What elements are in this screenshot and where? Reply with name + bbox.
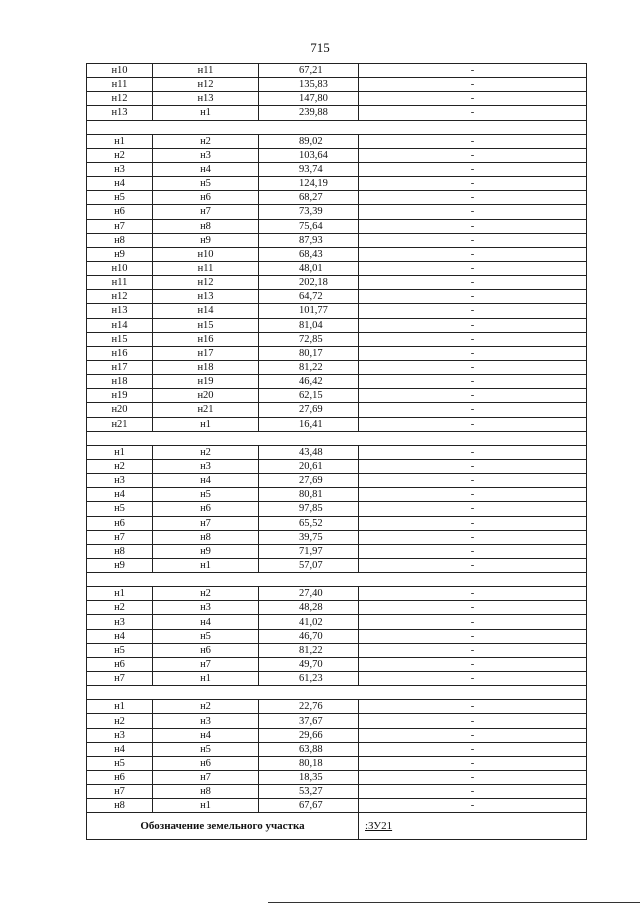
point-from-cell: н4 [87, 742, 153, 756]
point-to-cell: н7 [153, 516, 259, 530]
distance-cell: 93,74 [259, 162, 359, 176]
table-row [87, 205, 587, 219]
point-to-cell: н1 [153, 417, 259, 431]
description-cell: - [359, 318, 587, 332]
point-from-cell: н5 [87, 502, 153, 516]
separator-cell [87, 573, 587, 587]
parcel-designation-label: Обозначение земельного участка [87, 813, 359, 840]
distance-cell: 80,18 [259, 756, 359, 770]
point-from-cell: н2 [87, 459, 153, 473]
point-from-cell: н8 [87, 799, 153, 813]
distance-cell: 135,83 [259, 78, 359, 92]
description-cell: - [359, 290, 587, 304]
description-cell: - [359, 756, 587, 770]
point-to-cell: н13 [153, 290, 259, 304]
table-row [87, 375, 587, 389]
point-from-cell: н4 [87, 629, 153, 643]
distance-cell: 18,35 [259, 771, 359, 785]
point-from-cell: н3 [87, 162, 153, 176]
point-from-cell: н2 [87, 601, 153, 615]
description-cell: - [359, 276, 587, 290]
point-to-cell: н1 [153, 799, 259, 813]
distance-cell: 67,21 [259, 64, 359, 78]
point-to-cell: н1 [153, 106, 259, 120]
table-row [87, 502, 587, 516]
description-cell: - [359, 643, 587, 657]
table-row [87, 672, 587, 686]
description-cell: - [359, 601, 587, 615]
separator-cell [87, 686, 587, 700]
description-cell: - [359, 261, 587, 275]
point-from-cell: н19 [87, 389, 153, 403]
group-separator-row [87, 686, 587, 700]
point-to-cell: н11 [153, 261, 259, 275]
point-to-cell: н10 [153, 247, 259, 261]
distance-cell: 27,69 [259, 403, 359, 417]
point-from-cell: н17 [87, 360, 153, 374]
distance-cell: 97,85 [259, 502, 359, 516]
point-to-cell: н15 [153, 318, 259, 332]
distance-cell: 87,93 [259, 233, 359, 247]
point-to-cell: н12 [153, 78, 259, 92]
table-row [87, 318, 587, 332]
point-from-cell: н1 [87, 445, 153, 459]
point-from-cell: н20 [87, 403, 153, 417]
table-row [87, 417, 587, 431]
description-cell: - [359, 672, 587, 686]
table-row [87, 106, 587, 120]
description-cell: - [359, 191, 587, 205]
point-to-cell: н8 [153, 530, 259, 544]
table-row [87, 728, 587, 742]
point-from-cell: н1 [87, 587, 153, 601]
table-row [87, 332, 587, 346]
description-cell: - [359, 233, 587, 247]
table-row [87, 544, 587, 558]
table-row [87, 64, 587, 78]
point-from-cell: н21 [87, 417, 153, 431]
distance-cell: 46,42 [259, 375, 359, 389]
description-cell: - [359, 162, 587, 176]
point-from-cell: н13 [87, 304, 153, 318]
distance-cell: 147,80 [259, 92, 359, 106]
table-row [87, 276, 587, 290]
point-from-cell: н18 [87, 375, 153, 389]
point-from-cell: н12 [87, 92, 153, 106]
description-cell: - [359, 304, 587, 318]
point-from-cell: н6 [87, 516, 153, 530]
description-cell: - [359, 360, 587, 374]
description-cell: - [359, 64, 587, 78]
distance-cell: 67,67 [259, 799, 359, 813]
parcel-designation-value: :ЗУ21 [359, 813, 587, 840]
table-row [87, 587, 587, 601]
point-to-cell: н17 [153, 346, 259, 360]
point-to-cell: н9 [153, 233, 259, 247]
point-from-cell: н1 [87, 134, 153, 148]
point-to-cell: н2 [153, 445, 259, 459]
table-row [87, 148, 587, 162]
distance-cell: 101,77 [259, 304, 359, 318]
point-to-cell: н1 [153, 672, 259, 686]
table-row [87, 177, 587, 191]
point-to-cell: н3 [153, 714, 259, 728]
table-row [87, 191, 587, 205]
distance-cell: 61,23 [259, 672, 359, 686]
footer-row [87, 813, 587, 840]
table-row [87, 474, 587, 488]
point-to-cell: н11 [153, 64, 259, 78]
distance-cell: 65,52 [259, 516, 359, 530]
table-row [87, 459, 587, 473]
group-separator-row [87, 120, 587, 134]
distance-cell: 29,66 [259, 728, 359, 742]
table-row [87, 403, 587, 417]
table-row [87, 445, 587, 459]
table-row [87, 530, 587, 544]
distance-cell: 202,18 [259, 276, 359, 290]
description-cell: - [359, 417, 587, 431]
point-to-cell: н4 [153, 474, 259, 488]
table-row [87, 516, 587, 530]
table-row [87, 219, 587, 233]
point-to-cell: н18 [153, 360, 259, 374]
table-row [87, 714, 587, 728]
point-to-cell: н1 [153, 558, 259, 572]
table-body [87, 64, 587, 813]
distance-cell: 27,40 [259, 587, 359, 601]
point-from-cell: н9 [87, 558, 153, 572]
description-cell: - [359, 771, 587, 785]
table-row [87, 657, 587, 671]
point-to-cell: н5 [153, 742, 259, 756]
distance-cell: 16,41 [259, 417, 359, 431]
table-row [87, 742, 587, 756]
point-to-cell: н7 [153, 657, 259, 671]
point-from-cell: н7 [87, 219, 153, 233]
point-to-cell: н6 [153, 502, 259, 516]
description-cell: - [359, 799, 587, 813]
description-cell: - [359, 587, 587, 601]
point-from-cell: н3 [87, 474, 153, 488]
point-to-cell: н12 [153, 276, 259, 290]
point-from-cell: н11 [87, 276, 153, 290]
distance-cell: 62,15 [259, 389, 359, 403]
point-to-cell: н3 [153, 459, 259, 473]
distance-cell: 68,43 [259, 247, 359, 261]
point-to-cell: н14 [153, 304, 259, 318]
point-to-cell: н3 [153, 148, 259, 162]
distance-cell: 22,76 [259, 700, 359, 714]
distance-cell: 80,17 [259, 346, 359, 360]
point-to-cell: н8 [153, 219, 259, 233]
point-to-cell: н3 [153, 601, 259, 615]
description-cell: - [359, 516, 587, 530]
description-cell: - [359, 148, 587, 162]
point-from-cell: н6 [87, 205, 153, 219]
table-row [87, 643, 587, 657]
description-cell: - [359, 134, 587, 148]
table-row [87, 785, 587, 799]
point-to-cell: н7 [153, 771, 259, 785]
distance-cell: 103,64 [259, 148, 359, 162]
point-from-cell: н4 [87, 488, 153, 502]
distance-cell: 39,75 [259, 530, 359, 544]
distance-cell: 37,67 [259, 714, 359, 728]
point-to-cell: н19 [153, 375, 259, 389]
point-to-cell: н7 [153, 205, 259, 219]
separator-cell [87, 431, 587, 445]
description-cell: - [359, 177, 587, 191]
distance-cell: 68,27 [259, 191, 359, 205]
point-from-cell: н13 [87, 106, 153, 120]
table-row [87, 629, 587, 643]
table-row [87, 700, 587, 714]
table-row [87, 771, 587, 785]
page-bottom-rule [268, 902, 640, 903]
distance-cell: 81,22 [259, 360, 359, 374]
point-from-cell: н2 [87, 714, 153, 728]
description-cell: - [359, 205, 587, 219]
point-from-cell: н10 [87, 261, 153, 275]
point-from-cell: н3 [87, 615, 153, 629]
point-to-cell: н5 [153, 488, 259, 502]
description-cell: - [359, 375, 587, 389]
point-from-cell: н12 [87, 290, 153, 304]
table-row [87, 488, 587, 502]
distance-cell: 20,61 [259, 459, 359, 473]
point-from-cell: н6 [87, 771, 153, 785]
table-row [87, 92, 587, 106]
point-from-cell: н9 [87, 247, 153, 261]
point-from-cell: н11 [87, 78, 153, 92]
description-cell: - [359, 346, 587, 360]
description-cell: - [359, 219, 587, 233]
description-cell: - [359, 629, 587, 643]
distance-cell: 48,28 [259, 601, 359, 615]
point-to-cell: н20 [153, 389, 259, 403]
description-cell: - [359, 657, 587, 671]
distance-cell: 64,72 [259, 290, 359, 304]
description-cell: - [359, 78, 587, 92]
point-from-cell: н5 [87, 191, 153, 205]
point-to-cell: н6 [153, 756, 259, 770]
distance-cell: 46,70 [259, 629, 359, 643]
description-cell: - [359, 459, 587, 473]
distance-cell: 71,97 [259, 544, 359, 558]
distance-cell: 57,07 [259, 558, 359, 572]
point-from-cell: н8 [87, 233, 153, 247]
point-to-cell: н13 [153, 92, 259, 106]
description-cell: - [359, 530, 587, 544]
table-row [87, 756, 587, 770]
description-cell: - [359, 92, 587, 106]
description-cell: - [359, 445, 587, 459]
table-row [87, 360, 587, 374]
table-row [87, 304, 587, 318]
point-to-cell: н8 [153, 785, 259, 799]
description-cell: - [359, 106, 587, 120]
point-to-cell: н21 [153, 403, 259, 417]
distance-cell: 27,69 [259, 474, 359, 488]
description-cell: - [359, 403, 587, 417]
distance-cell: 81,04 [259, 318, 359, 332]
distance-cell: 73,39 [259, 205, 359, 219]
distance-cell: 48,01 [259, 261, 359, 275]
point-from-cell: н2 [87, 148, 153, 162]
point-to-cell: н6 [153, 643, 259, 657]
point-from-cell: н8 [87, 544, 153, 558]
table-row [87, 290, 587, 304]
point-from-cell: н10 [87, 64, 153, 78]
distance-cell: 43,48 [259, 445, 359, 459]
description-cell: - [359, 247, 587, 261]
distance-cell: 41,02 [259, 615, 359, 629]
point-to-cell: н16 [153, 332, 259, 346]
description-cell: - [359, 544, 587, 558]
distance-cell: 49,70 [259, 657, 359, 671]
description-cell: - [359, 474, 587, 488]
table-row [87, 601, 587, 615]
distance-cell: 63,88 [259, 742, 359, 756]
point-to-cell: н9 [153, 544, 259, 558]
table-row [87, 162, 587, 176]
table-row [87, 615, 587, 629]
point-to-cell: н6 [153, 191, 259, 205]
point-from-cell: н4 [87, 177, 153, 191]
point-from-cell: н16 [87, 346, 153, 360]
point-to-cell: н4 [153, 162, 259, 176]
point-to-cell: н5 [153, 177, 259, 191]
table-row [87, 247, 587, 261]
point-from-cell: н14 [87, 318, 153, 332]
table-row [87, 261, 587, 275]
point-to-cell: н4 [153, 728, 259, 742]
distance-cell: 239,88 [259, 106, 359, 120]
distance-cell: 80,81 [259, 488, 359, 502]
boundary-segments-table [86, 63, 587, 840]
point-from-cell: н1 [87, 700, 153, 714]
point-from-cell: н7 [87, 785, 153, 799]
distance-cell: 72,85 [259, 332, 359, 346]
point-from-cell: н15 [87, 332, 153, 346]
description-cell: - [359, 332, 587, 346]
table-row [87, 78, 587, 92]
distance-cell: 81,22 [259, 643, 359, 657]
description-cell: - [359, 714, 587, 728]
point-to-cell: н2 [153, 700, 259, 714]
description-cell: - [359, 488, 587, 502]
table-row [87, 558, 587, 572]
table-row [87, 799, 587, 813]
point-to-cell: н5 [153, 629, 259, 643]
point-from-cell: н7 [87, 672, 153, 686]
page-number: 715 [310, 40, 330, 55]
group-separator-row [87, 431, 587, 445]
description-cell: - [359, 615, 587, 629]
description-cell: - [359, 558, 587, 572]
description-cell: - [359, 728, 587, 742]
separator-cell [87, 120, 587, 134]
distance-cell: 124,19 [259, 177, 359, 191]
distance-cell: 53,27 [259, 785, 359, 799]
point-to-cell: н4 [153, 615, 259, 629]
description-cell: - [359, 502, 587, 516]
table-row [87, 346, 587, 360]
table-row [87, 389, 587, 403]
point-from-cell: н7 [87, 530, 153, 544]
distance-cell: 89,02 [259, 134, 359, 148]
point-from-cell: н6 [87, 657, 153, 671]
table-row [87, 134, 587, 148]
group-separator-row [87, 573, 587, 587]
table-row [87, 233, 587, 247]
point-from-cell: н3 [87, 728, 153, 742]
distance-cell: 75,64 [259, 219, 359, 233]
description-cell: - [359, 785, 587, 799]
description-cell: - [359, 742, 587, 756]
point-to-cell: н2 [153, 587, 259, 601]
point-from-cell: н5 [87, 643, 153, 657]
point-from-cell: н5 [87, 756, 153, 770]
description-cell: - [359, 700, 587, 714]
point-to-cell: н2 [153, 134, 259, 148]
description-cell: - [359, 389, 587, 403]
